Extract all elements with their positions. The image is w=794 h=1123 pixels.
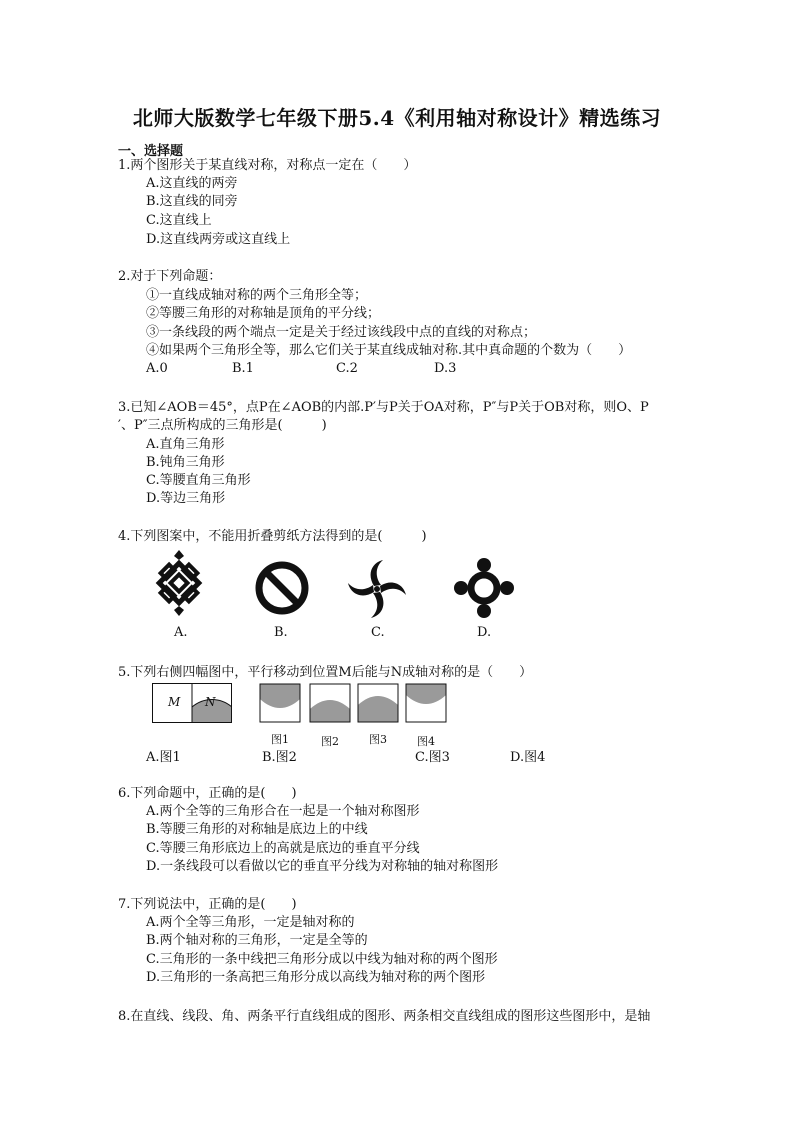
question-6-stem: 6.下列命题中，正确的是( )	[118, 786, 297, 801]
m-label: M	[168, 695, 181, 709]
question-1-option-a: A.这直线的两旁	[146, 176, 238, 191]
n-label: N	[205, 695, 216, 709]
figure-3-box	[357, 683, 399, 723]
section-heading: 一、选择题	[118, 144, 184, 159]
question-3-stem-line-1: 3.已知∠AOB＝45°，点P在∠AOB的内部.P′与P关于OA对称，P″与P关于OB对称，则O、P	[118, 400, 649, 415]
figure-4-caption: 图4	[417, 735, 435, 748]
question-1-option-c: C.这直线上	[146, 213, 212, 228]
question-2-option-a: A.0	[146, 361, 168, 376]
question-2-option-b: B.1	[232, 361, 254, 376]
question-2-item-3: ③一条线段的两个端点一定是关于经过该线段中点的直线的对称点；	[146, 325, 537, 340]
question-2-item-4: ④如果两个三角形全等，那么它们关于某直线成轴对称.其中真命题的个数为（ ）	[146, 343, 632, 358]
question-7-option-c: C.三角形的一条中线把三角形分成以中线为轴对称的两个图形	[146, 952, 498, 967]
question-6-option-c: C.等腰三角形底边上的高就是底边的垂直平分线	[146, 841, 420, 856]
question-5-option-d: D.图4	[510, 750, 546, 765]
question-4-label-c: C.	[371, 625, 385, 640]
question-1-option-d: D.这直线两旁或这直线上	[146, 232, 291, 247]
question-2-option-d: D.3	[434, 361, 457, 376]
figure-1-caption: 图1	[271, 733, 289, 746]
question-7-option-b: B.两个轴对称的三角形，一定是全等的	[146, 933, 368, 948]
question-7-option-a: A.两个全等三角形，一定是轴对称的	[146, 915, 355, 930]
question-2-item-1: ①一直线成轴对称的两个三角形全等；	[146, 288, 368, 303]
question-3-option-c: C.等腰直角三角形	[146, 473, 251, 488]
knot-pattern-figure	[148, 550, 210, 616]
question-4-stem: 4.下列图案中，不能用折叠剪纸方法得到的是( )	[118, 529, 427, 544]
figure-4-box	[405, 683, 447, 723]
question-7-stem: 7.下列说法中，正确的是( )	[118, 897, 297, 912]
question-3-option-b: B.钝角三角形	[146, 455, 225, 470]
figure-2-box	[309, 683, 351, 723]
question-6-option-b: B.等腰三角形的对称轴是底边上的中线	[146, 822, 368, 837]
question-4-label-d: D.	[477, 625, 492, 640]
question-3-stem-line-2: ′、P″三点所构成的三角形是( )	[118, 418, 327, 433]
question-4-label-b: B.	[274, 625, 288, 640]
question-6-option-a: A.两个全等的三角形合在一起是一个轴对称图形	[146, 804, 420, 819]
figure-2-caption: 图2	[321, 735, 339, 748]
question-2-option-c: C.2	[336, 361, 358, 376]
question-5-option-b: B.图2	[262, 750, 297, 765]
question-8-stem: 8.在直线、线段、角、两条平行直线组成的图形、两条相交直线组成的图形这些图形中，是轴	[118, 1009, 651, 1024]
question-2-item-2: ②等腰三角形的对称轴是顶角的平分线；	[146, 306, 381, 321]
question-1-stem: 1.两个图形关于某直线对称，对称点一定在（ ）	[118, 158, 417, 173]
question-5-option-a: A.图1	[146, 750, 181, 765]
question-4-label-a: A.	[174, 625, 188, 640]
prohibition-sign-figure	[254, 560, 310, 616]
question-7-option-d: D.三角形的一条高把三角形分成以高线为轴对称的两个图形	[146, 970, 486, 985]
question-5-option-c: C.图3	[415, 750, 450, 765]
figure-3-caption: 图3	[369, 733, 387, 746]
question-5-stem: 5.下列右侧四幅图中，平行移动到位置M后能与N成轴对称的是（ ）	[118, 665, 533, 680]
swirl-figure	[346, 558, 408, 620]
question-1-option-b: B.这直线的同旁	[146, 194, 238, 209]
question-3-option-a: A.直角三角形	[146, 437, 225, 452]
page-title: 北师大版数学七年级下册5.4《利用轴对称设计》精选练习	[132, 106, 662, 130]
four-circles-figure	[452, 556, 516, 620]
question-6-option-d: D.一条线段可以看做以它的垂直平分线为对称轴的轴对称图形	[146, 859, 499, 874]
question-3-option-d: D.等边三角形	[146, 491, 226, 506]
mn-reference-figure	[152, 683, 232, 723]
figure-1-box	[259, 683, 301, 723]
question-2-stem: 2.对于下列命题：	[118, 269, 222, 284]
